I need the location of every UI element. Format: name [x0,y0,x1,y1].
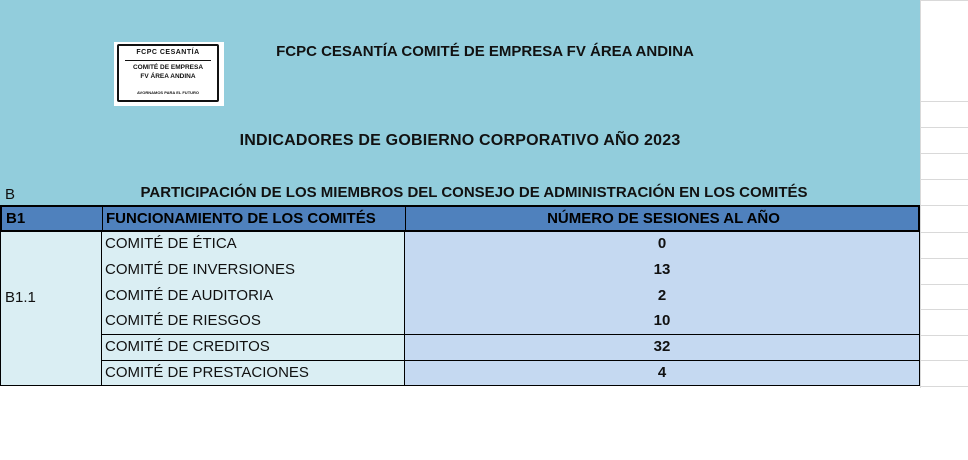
grid-line [921,258,968,259]
committee-cell [101,309,404,335]
grid-line [921,360,968,361]
committee-cell [101,232,404,258]
logo-text-area: FV ÁREA ANDINA [140,73,196,80]
sessions-value: 0 [657,235,667,252]
grid-line [921,386,968,387]
table-row [101,309,920,335]
sessions-cell [404,284,920,309]
group-code: B1.1 [5,289,36,306]
column-header-code: B1 [6,210,26,227]
sessions-value: 4 [657,364,667,381]
committee-name: COMITÉ DE CREDITOS [105,338,270,355]
sessions-value: 2 [657,287,667,304]
committee-name: COMITÉ DE AUDITORIA [105,287,274,304]
column-header-sessions: NÚMERO DE SESIONES AL AÑO [547,210,780,227]
logo-text-slogan: AVORNAMOS PARA EL FUTURO [136,90,200,95]
table-row [101,335,920,361]
committee-name: COMITÉ DE RIESGOS [105,312,261,329]
logo-frame [117,44,219,102]
header-divider [405,207,406,230]
grid-line [921,232,968,233]
committee-name: COMITÉ DE ÉTICA [105,235,237,252]
logo-text-name: FCPC CESANTÍA [136,49,200,56]
grid-line [921,127,968,128]
grid-line [921,101,968,102]
grid-line [921,205,968,206]
section-title: PARTICIPACIÓN DE LOS MIEMBROS DEL CONSEJO DE ADMINISTRACIÓN EN LOS COMITÉS [140,184,808,201]
grid-line [921,309,968,310]
sessions-cell [404,309,920,335]
logo-text-committee: COMITÉ DE EMPRESA [132,64,204,71]
committee-cell [101,258,404,284]
committee-cell [101,284,404,309]
organization-title: FCPC CESANTÍA COMITÉ DE EMPRESA FV ÁREA ANDINA [276,43,694,60]
report-header [0,0,920,205]
column-header-functioning: FUNCIONAMIENTO DE LOS COMITÉS [106,210,376,227]
section-code: B [5,186,16,203]
table-row [101,361,920,386]
grid-line [921,179,968,180]
table-header [0,205,920,232]
table-row [101,284,920,309]
sessions-cell [404,335,920,361]
committee-cell [101,335,404,361]
committee-name: COMITÉ DE INVERSIONES [105,261,296,278]
grid-line [921,0,968,1]
sessions-cell [404,361,920,386]
header-divider [102,207,103,230]
grid-line [921,284,968,285]
sessions-cell [404,258,920,284]
sessions-value: 32 [653,338,671,355]
company-logo [114,42,224,106]
committee-name: COMITÉ DE PRESTACIONES [105,364,309,381]
sessions-value: 10 [653,312,671,329]
grid-line [921,153,968,154]
grid-line [921,335,968,336]
logo-rule [125,60,211,61]
committee-cell [101,361,404,386]
sessions-cell [404,232,920,258]
table-row [101,232,920,258]
sessions-value: 13 [653,261,671,278]
report-title: INDICADORES DE GOBIERNO CORPORATIVO AÑO 2023 [239,132,681,149]
group-code-cell [0,232,101,386]
table-row [101,258,920,284]
